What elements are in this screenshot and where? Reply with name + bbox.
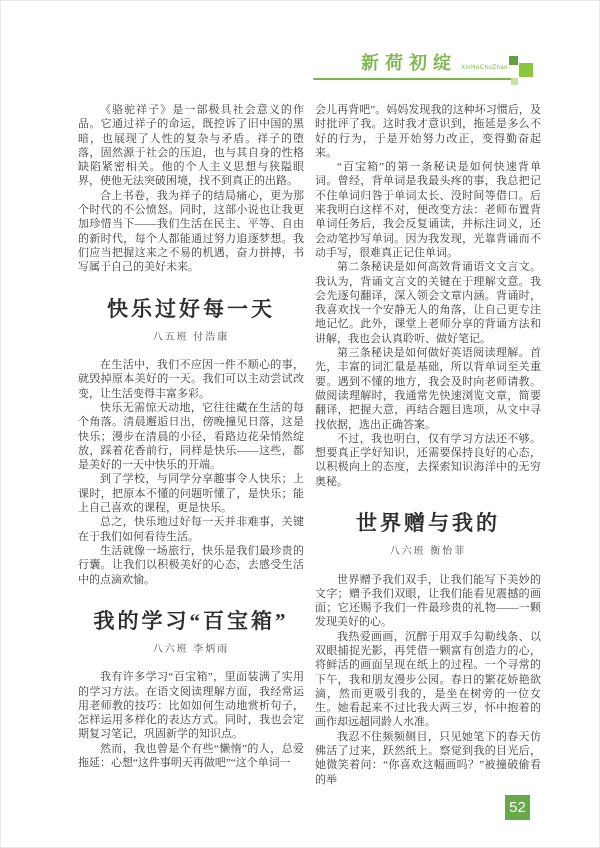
article-author: 八六班 衡怡菲 [389, 546, 467, 558]
paragraph: 总之，快乐地过好每一天并非难事，关键在于我们如何看待生活。 [78, 516, 304, 543]
paragraph: 快乐无需惊天动地，它往往藏在生活的每个角落。清晨邂逅日出，傍晚撞见日落，这是快乐；漫步在清晨的小径，看路边花朵悄然绽放，踩着花香前行，同样是快乐——这些，都是美好的一天中快乐的开端。 [78, 401, 304, 472]
paragraph: 《骆驼祥子》是一部极具社会意义的作品。它通过祥子的命运，既控诉了旧中国的黑暗，也展现了人性的复杂与矛盾。祥子的堕落，固然源于社会的压迫，也与其自身的性格缺陷紧密相关。他的个人主义思想与狭隘眼界，使他无法突破困境，找不到真正的出路。 [78, 104, 304, 188]
pixel-square-icon [511, 78, 518, 85]
pixel-square-icon [509, 56, 518, 65]
paragraph: 不过，我也明白，仅有学习方法还不够。想要真正学好知识，还需要保持良好的心态，以积极向上的态度，去探索知识海洋中的无穷奥秘。 [315, 432, 541, 488]
paragraph: 第二条秘诀是如何高效背诵语文文言文。我认为，背诵文言文的关键在于理解文意。我会先逐句翻译，深入领会文章内涵。背诵时，我喜欢找一个安静无人的角落，让自己更专注地记忆。此外，课堂上老师分享的背诵方法和讲解，我也会认真聆听、做好笔记。 [315, 261, 541, 345]
paragraph: “百宝箱”的第一条秘诀是如何快速背单词。曾经，背单词是我最头疼的事，我总把记不住单词归咎于单词太长、没时间等借口。后来我明白这样不对，便改变方法：老师布置背单词任务后，我会反复诵读，并标注词义，还会动笔抄写单词。因为我发现，光靠背诵而不动手写，很难真正记住单词。 [315, 161, 541, 259]
article-title: 快乐过好每一天 [107, 296, 275, 321]
magazine-title: 新荷初绽 [360, 53, 457, 73]
paragraph: 第三条秘诀是如何做好英语阅读理解。首先，丰富的词汇量是基础，所以背单词至关重要。遇到不懂的地方，我会及时向老师请教。做阅读理解时，我通常先快速浏览文章，简要翻译，把握大意，再结合题目选项，从文中寻找依据，选出正确答案。 [315, 347, 541, 431]
article-study-toolbox [78, 609, 304, 771]
paragraph: 我有许多学习“百宝箱”，里面装满了实用的学习方法。在语文阅读理解方面，我经常运用老师教的技巧：比如如何生动地赏析句子，怎样运用多样化的表达方式。同时，我也会定期复习笔记，巩固新学的知识点。 [78, 671, 304, 741]
page-number-badge: 52 [505, 795, 530, 820]
article-author: 八五班 付浩康 [152, 331, 230, 343]
paragraph: 然而，我也曾是个有些“懒惰”的人，总爱拖延：心想“这件事明天再做吧”“这个单词一 [78, 742, 304, 770]
paragraph: 我热爱画画，沉醉于用双手勾勒线条、以双眼捕捉光影，再凭借一颗富有创造力的心，将鲜活的画面呈现在纸上的过程。一个寻常的下午，我和朋友漫步公园。春日的繁花娇艳欲滴，然而更吸引我的，是坐在树旁的一位女生。她看起来不过比我大两三岁，怀中抱着的画作却远超同龄人水准。 [315, 630, 541, 729]
article-title: 我的学习“百宝箱” [93, 608, 289, 633]
paragraph: 我忍不住频频侧目，只见她笔下的春天仿佛活了过来，跃然纸上。察觉到我的目光后，她微笑着问：“你喜欢这幅画吗？”被撞破偷看的举 [315, 730, 541, 786]
left-column [78, 103, 304, 770]
header-rule [313, 78, 513, 80]
right-column [315, 103, 541, 787]
paragraph: 在生活中，我们不应因一件不顺心的事，就毁掉原本美好的一天。我们可以主动尝试改变，让生活变得丰富多彩。 [78, 359, 304, 400]
article-author: 八六班 李炳雨 [152, 643, 230, 655]
article-camel-xiangzi-continuation [78, 103, 304, 275]
paragraph: 合上书卷，我为祥子的结局痛心，更为那个时代的不公愤怒。同时，这部小说也让我更加珍惜当下——我们生活在民主、平等、自由的新时代，每个人都能通过努力追逐梦想。我们应当把握这来之不易的机遇，奋力拼搏，书写属于自己的美好未来。 [78, 189, 304, 274]
paragraph: 会儿再背吧”。妈妈发现我的这种坏习惯后，及时批评了我。这时我才意识到，拖延是多么不好的行为，于是开始努力改正，变得勤奋起来。 [315, 104, 541, 159]
paragraph: 生活就像一场旅行，快乐是我们最珍贵的行囊。让我们以积极美好的心态，去感受生活中的点滴欢愉。 [78, 544, 304, 586]
article-world-gift [315, 511, 541, 787]
pixel-square-icon [519, 63, 533, 77]
article-happy-every-day [78, 297, 304, 587]
paragraph: 世界赠予我们双手，让我们能写下美妙的文字；赠予我们双眼，让我们能看见震撼的画面；它还赐予我们一件最珍贵的礼物——一颗发现美好的心。 [315, 573, 541, 629]
magazine-subtitle: XinHeChuZhan [460, 65, 508, 71]
paragraph: 到了学校，与同学分享趣事令人快乐；上课时，把原本不懂的问题听懂了，是快乐；能上自己喜欢的课程，更是快乐。 [78, 473, 304, 515]
article-study-toolbox-continued [315, 103, 541, 489]
article-title: 世界赠与我的 [356, 511, 500, 536]
header-band [300, 54, 508, 72]
